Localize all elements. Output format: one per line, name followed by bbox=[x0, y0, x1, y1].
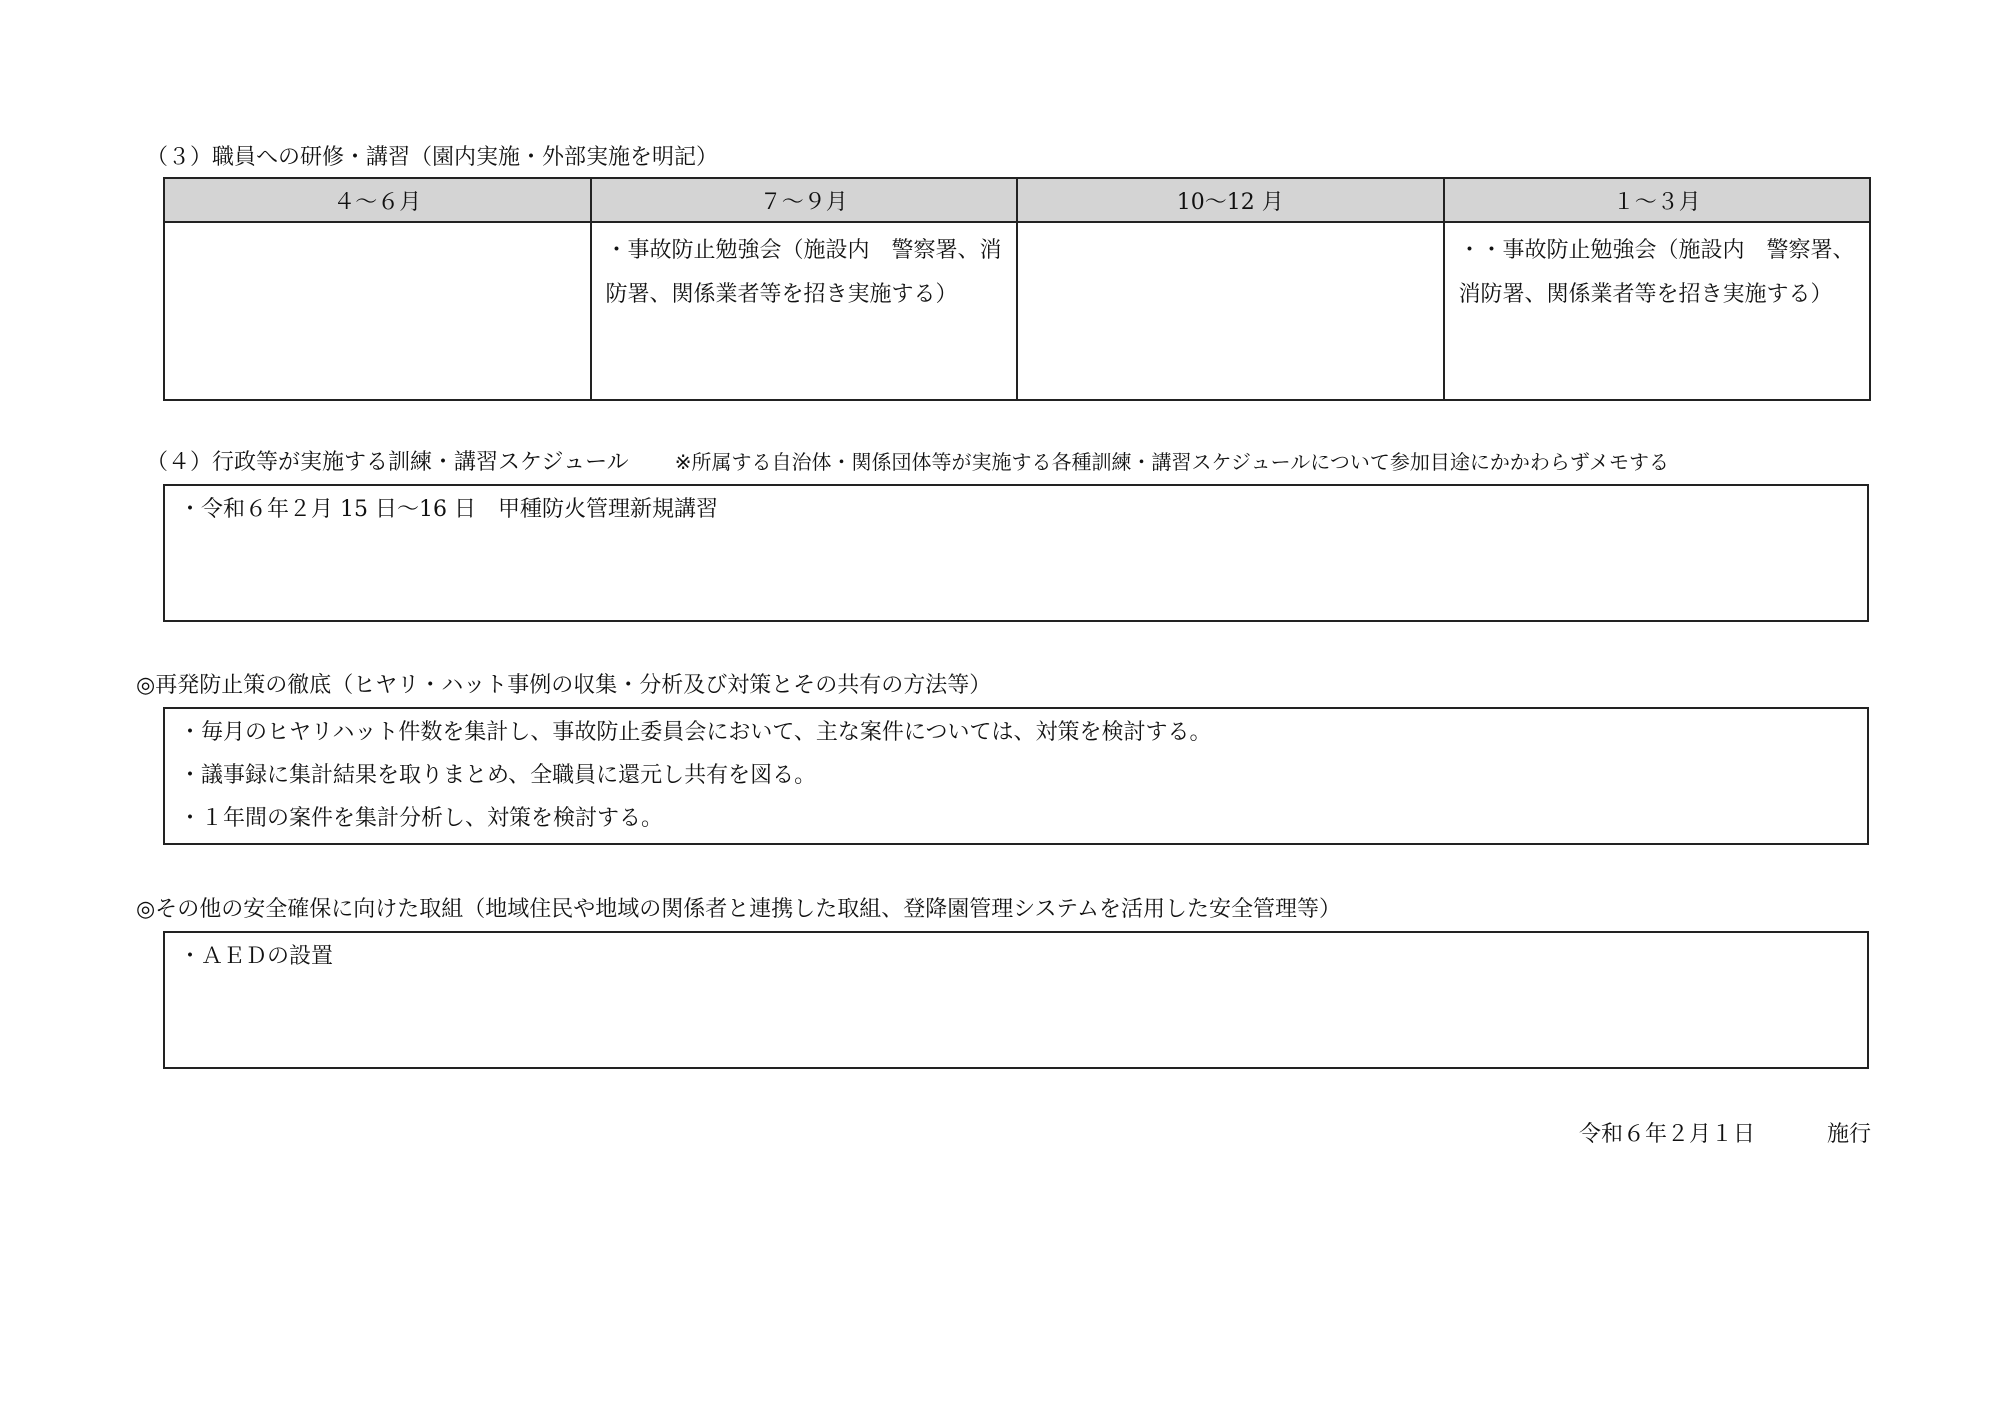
recurrence-heading: ◎再発防止策の徹底（ヒヤリ・ハット事例の収集・分析及び対策とその共有の方法等） bbox=[136, 673, 992, 698]
cell-jan-mar: ・・事故防止勉強会（施設内 警察署、消防署、関係業者等を招き実施する） bbox=[1444, 222, 1871, 400]
other-box bbox=[163, 931, 1869, 1069]
section4-box bbox=[163, 484, 1869, 622]
list-item: ・議事録に集計結果を取りまとめ、全職員に還元し共有を図る。 bbox=[179, 763, 817, 788]
training-schedule-table bbox=[163, 177, 1871, 401]
cell-apr-jun bbox=[164, 222, 591, 400]
footer bbox=[1579, 1117, 1871, 1148]
column-header-oct-dec: 10～12 月 bbox=[1017, 178, 1444, 222]
recurrence-box bbox=[163, 707, 1869, 845]
list-item: ・令和６年２月 15 日～16 日 甲種防火管理新規講習 bbox=[179, 497, 718, 522]
column-header-apr-jun: ４～６月 bbox=[164, 178, 591, 222]
section4-heading-line bbox=[146, 448, 1669, 477]
table-header-row bbox=[164, 178, 1870, 222]
cell-jul-sep: ・事故防止勉強会（施設内 警察署、消防署、関係業者等を招き実施する） bbox=[591, 222, 1018, 400]
list-item: ・ＡＥＤの設置 bbox=[179, 944, 334, 969]
column-header-jan-mar: １～３月 bbox=[1444, 178, 1871, 222]
section3-heading: （３）職員への研修・講習（園内実施・外部実施を明記） bbox=[146, 145, 719, 170]
enactment-date: 令和６年２月１日 bbox=[1578, 1122, 1755, 1147]
section4-note: ※所属する自治体・関係団体等が実施する各種訓練・講習スケジュールについて参加目途にかかわらずメモする bbox=[674, 450, 1670, 474]
list-item: ・１年間の案件を集計分析し、対策を検討する。 bbox=[179, 806, 664, 831]
enactment-label: 施行 bbox=[1826, 1122, 1871, 1147]
list-item: ・毎月のヒヤリハット件数を集計し、事故防止委員会において、主な案件については、対策を検討する。 bbox=[179, 720, 1212, 745]
section4-heading: （４）行政等が実施する訓練・講習スケジュール bbox=[146, 450, 629, 475]
cell-oct-dec bbox=[1017, 222, 1444, 400]
table-row bbox=[164, 222, 1870, 400]
column-header-jul-sep: ７～９月 bbox=[591, 178, 1018, 222]
other-heading: ◎その他の安全確保に向けた取組（地域住民や地域の関係者と連携した取組、登降園管理システムを活用した安全管理等） bbox=[136, 897, 1342, 922]
